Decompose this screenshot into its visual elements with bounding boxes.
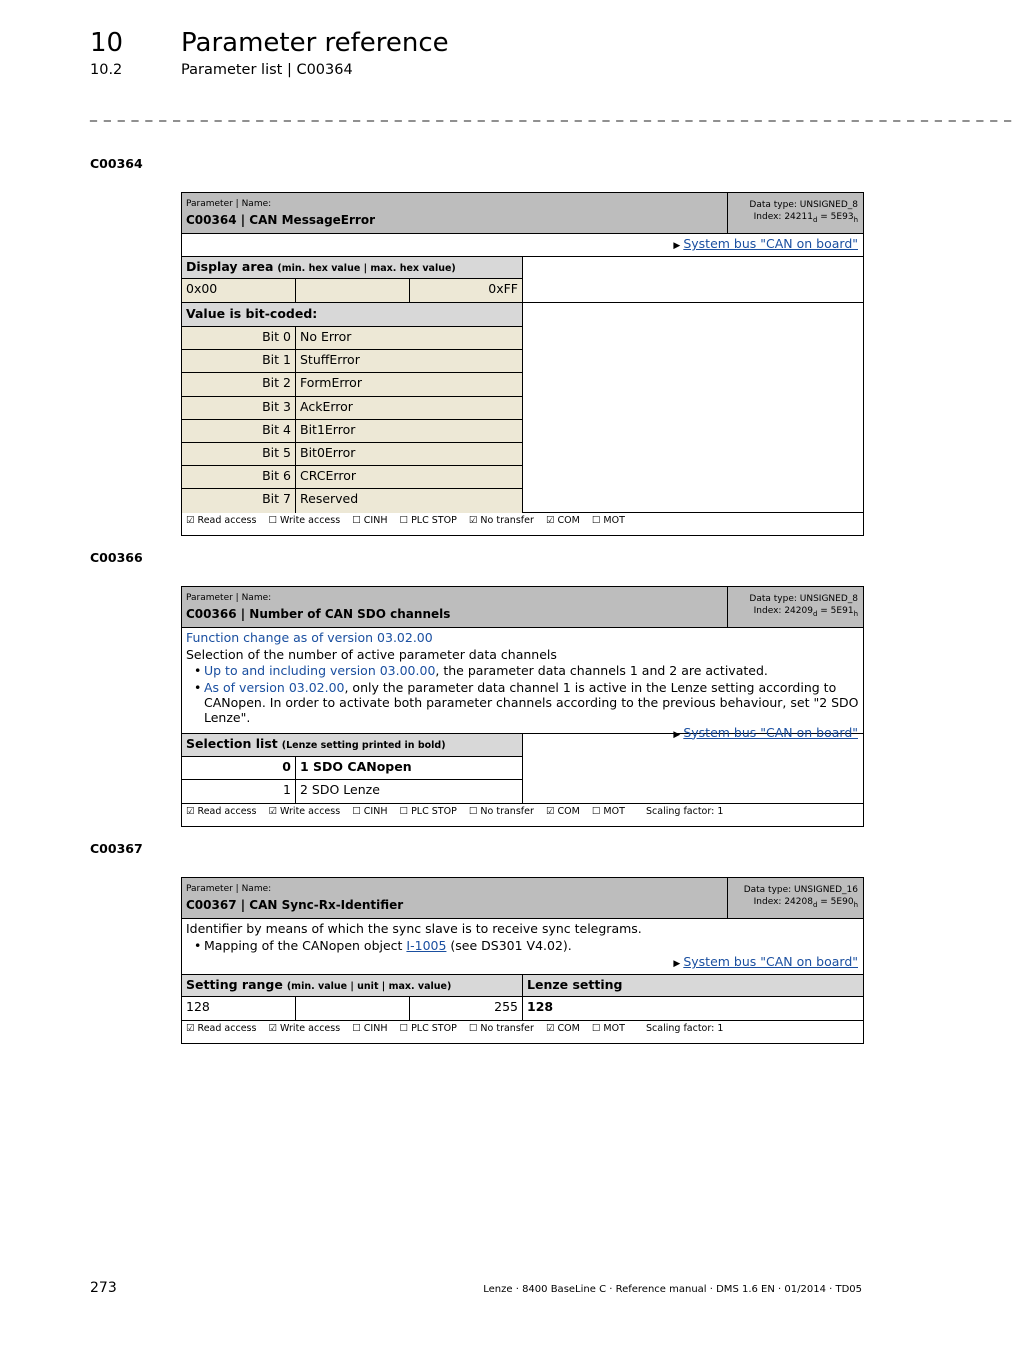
- c00366-table: [181, 586, 864, 827]
- option-value: 1: [182, 780, 296, 803]
- param-name: C00364 | CAN MessageError: [186, 213, 375, 227]
- bit-number: Bit 7: [182, 489, 296, 512]
- description-text: Identifier by means of which the sync slave is to receive sync telegrams.: [186, 921, 642, 936]
- chapter-title: Parameter reference: [181, 28, 449, 58]
- bit-name: AckError: [296, 397, 523, 420]
- system-bus-link[interactable]: System bus "CAN on board": [683, 724, 858, 740]
- bit-name: Bit1Error: [296, 420, 523, 443]
- c00367-header: [182, 878, 863, 919]
- c00364-heading: C00364: [90, 156, 143, 171]
- function-change-note: Function change as of version 03.02.00: [186, 630, 433, 645]
- option-value: 0: [182, 757, 296, 780]
- option-label: 2 SDO Lenze: [296, 780, 523, 803]
- param-index: Index: $24209_d = 5E91_h$: [753, 606, 858, 618]
- header-separator: _ _ _ _ _ _ _ _ _ _ _ _ _ _ _ _ _ _ _ _ _ _ _ _ _ _ _ _ _ _ _ _ _ _ _ _ _ _ _ _ _ _ _ _ _ _ _ _ _ _ _ _ _ _ _ _ _ _ _ _ _ _ _ _ _ _ _: [90, 106, 1012, 122]
- data-type: Data type: UNSIGNED_16: [743, 885, 858, 895]
- display-unit: [296, 279, 410, 302]
- option-label: 1 SDO CANopen: [296, 757, 523, 780]
- selection-heading: Selection list (Lenze setting printed in bold): [182, 734, 523, 757]
- bit-name: No Error: [296, 327, 523, 350]
- system-bus-link[interactable]: System bus "CAN on board": [683, 236, 858, 251]
- bit-name: FormError: [296, 373, 523, 396]
- link-row: [186, 954, 859, 973]
- bit-name: CRCError: [296, 466, 523, 489]
- param-index: Index: $24211_d = 5E93_h$: [753, 212, 858, 224]
- access-flags: ☑ Read access ☑ Write access ☐ CINH ☐ PLC STOP ☐ No transfer ☑ COM ☐ MOT Scaling factor: 1: [186, 1023, 724, 1034]
- triangle-right-icon: ▶: [673, 959, 681, 969]
- lenze-setting-heading: Lenze setting: [523, 975, 863, 997]
- setting-max: 255: [410, 997, 523, 1020]
- bit-name: Reserved: [296, 489, 523, 512]
- access-flags: ☑ Read access ☐ Write access ☐ CINH ☐ PLC STOP ☑ No transfer ☑ COM ☐ MOT: [186, 515, 625, 526]
- c00367-heading: C00367: [90, 841, 143, 856]
- bit-name: StuffError: [296, 350, 523, 373]
- object-link[interactable]: I-1005: [406, 937, 447, 953]
- description-block: [182, 628, 863, 740]
- link-row: [182, 234, 863, 257]
- data-type: Data type: UNSIGNED_8: [749, 200, 858, 210]
- param-name-label: Parameter | Name:: [186, 199, 272, 209]
- bit-number: Bit 2: [182, 373, 296, 396]
- param-name-label: Parameter | Name:: [186, 593, 272, 603]
- bullet-item: • Up to and including version 03.00.00, the parameter data channels 1 and 2 are activated.: [186, 663, 859, 680]
- triangle-right-icon: ▶: [673, 729, 681, 740]
- data-type: Data type: UNSIGNED_8: [749, 594, 858, 604]
- c00366-heading: C00366: [90, 550, 143, 565]
- setting-unit: [296, 997, 410, 1020]
- c00364-table: [181, 192, 864, 536]
- document-info: Lenze · 8400 BaseLine C · Reference manual · DMS 1.6 EN · 01/2014 · TD05: [483, 1284, 862, 1295]
- display-area-heading: Display area (min. hex value | max. hex value): [182, 257, 523, 279]
- param-index: Index: $24208_d = 5E90_h$: [753, 897, 858, 909]
- description-text: Selection of the number of active parameter data channels: [186, 646, 557, 662]
- bit-number: Bit 6: [182, 466, 296, 489]
- bullet-item: • Mapping of the CANopen object I-1005 (see DS301 V4.02).: [186, 938, 859, 955]
- c00364-header: [182, 193, 863, 234]
- page-number: 273: [90, 1280, 117, 1296]
- param-name: C00366 | Number of CAN SDO channels: [186, 607, 451, 621]
- section-number: 10.2: [90, 62, 123, 78]
- bit-number: Bit 5: [182, 443, 296, 466]
- bitcoded-heading: Value is bit-coded:: [182, 303, 523, 327]
- data-type-box: [727, 193, 863, 233]
- display-max: 0xFF: [410, 279, 523, 302]
- triangle-right-icon: ▶: [673, 241, 681, 251]
- setting-min: 128: [182, 997, 296, 1020]
- setting-block: [182, 975, 863, 1021]
- chapter-number: 10: [90, 28, 124, 58]
- description-block: [182, 919, 863, 975]
- bit-number: Bit 0: [182, 327, 296, 350]
- access-flags: ☑ Read access ☑ Write access ☐ CINH ☐ PLC STOP ☐ No transfer ☑ COM ☐ MOT Scaling factor: 1: [186, 806, 724, 817]
- c00367-table: [181, 877, 864, 1044]
- version-link[interactable]: As of version 03.02.00: [204, 679, 345, 695]
- display-min: 0x00: [182, 279, 296, 302]
- display-area-block: [182, 257, 863, 303]
- bit-number: Bit 3: [182, 397, 296, 420]
- setting-range-heading: Setting range (min. value | unit | max. value): [182, 975, 523, 997]
- version-link[interactable]: Up to and including version 03.00.00: [204, 663, 436, 678]
- bit-number: Bit 1: [182, 350, 296, 373]
- bullet-item: • As of version 03.02.00, only the parameter data channel 1 is active in the Lenze setting according to CANopen. In order to activate both parameter channels according to the previous behaviour, set "2 SDO Lenze".: [186, 680, 859, 725]
- c00366-header: [182, 587, 863, 628]
- lenze-setting-value: 128: [527, 999, 554, 1014]
- param-name-label: Parameter | Name:: [186, 884, 272, 894]
- bitcoded-block: [182, 303, 863, 513]
- data-type-box: [727, 587, 863, 627]
- bit-name: Bit0Error: [296, 443, 523, 466]
- data-type-box: [727, 878, 863, 918]
- system-bus-link[interactable]: System bus "CAN on board": [683, 954, 858, 969]
- param-name: C00367 | CAN Sync-Rx-Identifier: [186, 898, 404, 912]
- section-title: Parameter list | C00364: [181, 62, 353, 78]
- selection-block: [182, 734, 863, 804]
- bit-number: Bit 4: [182, 420, 296, 443]
